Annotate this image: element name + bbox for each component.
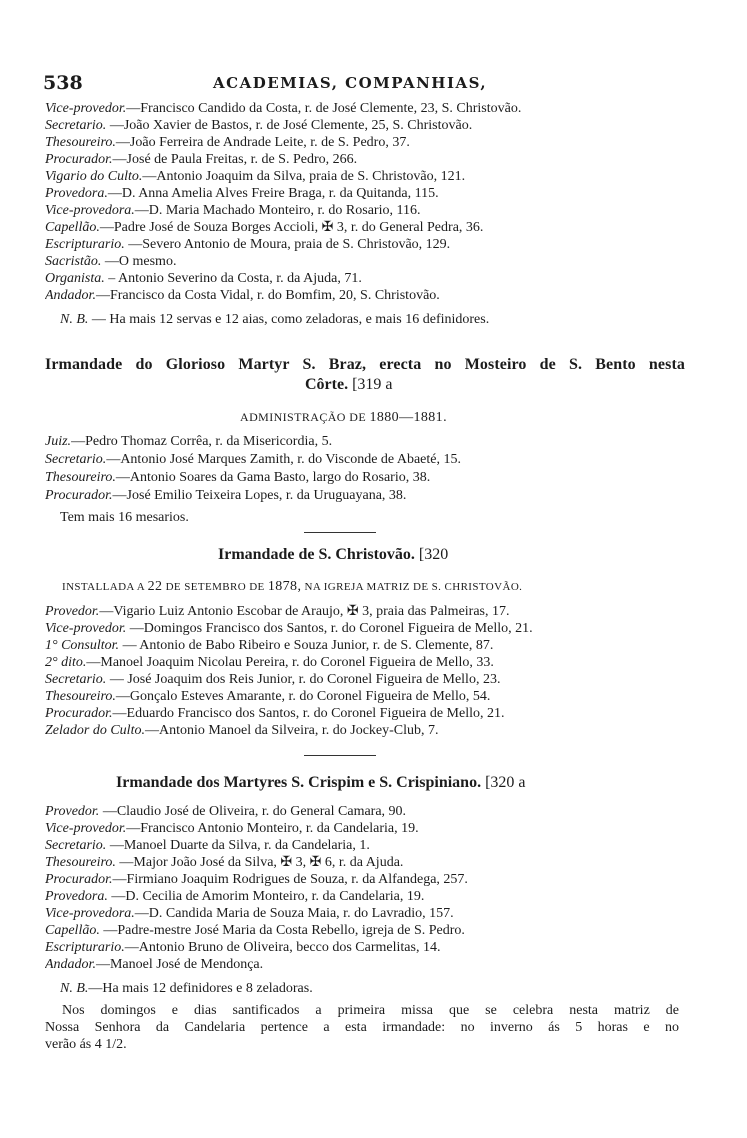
section-title: Irmandade do Glorioso Martyr S. Braz, erecta no Mosteiro de S. Bento nesta	[45, 356, 685, 373]
entry-line: Procurador.—José de Paula Freitas, r. de S. Pedro, 266.	[45, 152, 358, 167]
entry-line: 2° dito.—Manoel Joaquim Nicolau Pereira, r. do Coronel Figueira de Mello, 33.	[45, 655, 494, 670]
entry-line: Vice-provedora.—D. Candida Maria de Souza Maia, r. do Lavradio, 157.	[45, 906, 454, 921]
entry-line: 1° Consultor. — Antonio de Babo Ribeiro e Souza Junior, r. de S. Clemente, 87.	[45, 638, 494, 653]
entry-line: Procurador.—Firmiano Joaquim Rodrigues de Souza, r. da Alfandega, 257.	[45, 872, 468, 887]
entry-line: Escripturario. —Severo Antonio de Moura, praia de S. Christovão, 129.	[45, 237, 451, 252]
entry-line: Zelador do Culto.—Antonio Manoel da Silveira, r. do Jockey-Club, 7.	[45, 723, 439, 738]
paragraph-line: verão ás 4 1/2.	[45, 1037, 127, 1052]
administration-line: ADMINISTRAÇÃO DE 1880—1881.	[240, 410, 447, 425]
installation-line: INSTALLADA A 22 DE SETEMBRO DE 1878, NA IGREJA MATRIZ DE S. CHRISTOVÃO.	[62, 579, 523, 594]
entry-line: Secretario. —João Xavier de Bastos, r. de José Clemente, 25, S. Christovão.	[45, 118, 473, 133]
entry-line: Vice-provedor.—Francisco Candido da Costa, r. de José Clemente, 23, S. Christovão.	[45, 101, 522, 116]
entry-line: Secretario. —Manoel Duarte da Silva, r. da Candelaria, 1.	[45, 838, 370, 853]
entry-line: Vice-provedor. —Domingos Francisco dos Santos, r. do Coronel Figueira de Mello, 21.	[45, 621, 533, 636]
entry-line: Vigario do Culto.—Antonio Joaquim da Silva, praia de S. Christovão, 121.	[45, 169, 466, 184]
entry-line: Thesoureiro.—Antonio Soares da Gama Basto, largo do Rosario, 38.	[45, 470, 431, 485]
section-ref: [320 a	[485, 774, 526, 791]
entry-line: Provedora. —D. Cecilia de Amorim Monteiro, r. da Candelaria, 19.	[45, 889, 425, 904]
entry-line: Provedor. —Claudio José de Oliveira, r. do General Camara, 90.	[45, 804, 407, 819]
page-header	[43, 72, 683, 94]
entry-line: Juiz.—Pedro Thomaz Corrêa, r. da Misericordia, 5.	[45, 434, 333, 449]
entry-line: Capellão. —Padre-mestre José Maria da Costa Rebello, igreja de S. Pedro.	[45, 923, 465, 938]
entry-line: Provedora.—D. Anna Amelia Alves Freire Braga, r. da Quitanda, 115.	[45, 186, 439, 201]
section-divider	[304, 532, 376, 533]
entry-line: Thesoureiro.—João Ferreira de Andrade Leite, r. de S. Pedro, 37.	[45, 135, 410, 150]
entry-line: Thesoureiro. —Major João José da Silva, ✠ 3, ✠ 6, r. da Ajuda.	[45, 855, 404, 870]
nota-bene: N. B. — Ha mais 12 servas e 12 aias, como zeladoras, e mais 16 definidores.	[60, 312, 490, 327]
entry-line: Procurador.—Eduardo Francisco dos Santos, r. do Coronel Figueira de Mello, 21.	[45, 706, 505, 721]
entry-line: Vice-provedora.—D. Maria Machado Monteiro, r. do Rosario, 116.	[45, 203, 421, 218]
entry-line: Secretario.—Antonio José Marques Zamith, r. do Visconde de Abaeté, 15.	[45, 452, 461, 467]
entry-line: Escripturario.—Antonio Bruno de Oliveira, becco dos Carmelitas, 14.	[45, 940, 441, 955]
page-number: 538	[43, 72, 83, 94]
nota-bene: N. B.—Ha mais 12 definidores e 8 zeladoras.	[60, 981, 313, 996]
paragraph-line: Nos domingos e dias santificados a primeira missa que se celebra nesta matriz de	[62, 1003, 679, 1018]
section-ref: [319 a	[352, 376, 393, 393]
section-title: Irmandade dos Martyres S. Crispim e S. Crispiniano. [320 a	[116, 774, 526, 791]
section-ref: [320	[418, 546, 449, 563]
entry-line: Andador.—Manoel José de Mendonça.	[45, 957, 264, 972]
entry-line: Provedor.—Vigario Luiz Antonio Escobar de Araujo, ✠ 3, praia das Palmeiras, 17.	[45, 604, 510, 619]
entry-line: Procurador.—José Emilio Teixeira Lopes, r. da Uruguayana, 38.	[45, 488, 407, 503]
entry-line: Vice-provedor.—Francisco Antonio Monteiro, r. da Candelaria, 19.	[45, 821, 419, 836]
paragraph-line: Nossa Senhora da Candelaria pertence a esta irmandade: no inverno ás 5 horas e no	[45, 1020, 679, 1035]
section-title: Irmandade de S. Christovão. [320	[218, 546, 449, 563]
entry-line: Thesoureiro.—Gonçalo Esteves Amarante, r. do Coronel Figueira de Mello, 54.	[45, 689, 491, 704]
entry-line: Andador.—Francisco da Costa Vidal, r. do Bomfim, 20, S. Christovão.	[45, 288, 440, 303]
entry-line: Secretario. — José Joaquim dos Reis Junior, r. do Coronel Figueira de Mello, 23.	[45, 672, 501, 687]
running-title: ACADEMIAS, COMPANHIAS,	[213, 74, 488, 92]
entry-line: Sacristão. —O mesmo.	[45, 254, 177, 269]
section-title-cont: Côrte. [319 a	[305, 376, 393, 393]
entry-line: Organista. – Antonio Severino da Costa, r. da Ajuda, 71.	[45, 271, 362, 286]
section-divider	[304, 755, 376, 756]
entry-line: Capellão.—Padre José de Souza Borges Accioli, ✠ 3, r. do General Pedra, 36.	[45, 220, 484, 235]
note-line: Tem mais 16 mesarios.	[60, 510, 189, 525]
